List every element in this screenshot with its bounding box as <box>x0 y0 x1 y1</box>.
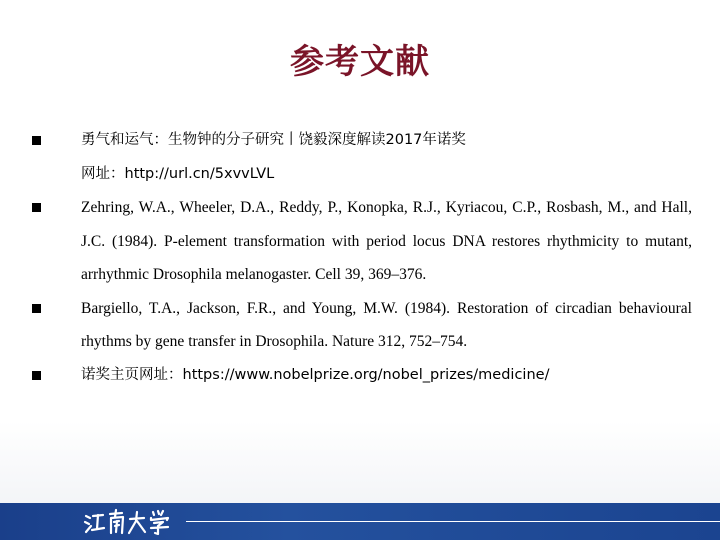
footer-bar <box>0 503 720 540</box>
reference-item-2 <box>32 191 692 292</box>
reference-1-line-2: 网址：http://url.cn/5xvvLVL <box>81 165 275 182</box>
square-bullet-icon <box>32 371 41 380</box>
reference-list <box>32 124 692 392</box>
square-bullet-icon <box>32 304 41 313</box>
university-logo-calligraphy <box>82 507 177 537</box>
reference-2-text: Zehring, W.A., Wheeler, D.A., Reddy, P., Konopka, R.J., Kyriacou, C.P., Rosbash, M., and Hall, J.C. (1984). P-element transformation with period locus DNA restores rhythmicity to mutant, arrhythmic Drosophila melanogaster. Cell 39, 369–376. <box>81 199 692 283</box>
reference-4-text: 诺奖主页网址：https://www.nobelprize.org/nobel_prizes/medicine/ <box>81 366 550 383</box>
reference-1-line-1: 勇气和运气：生物钟的分子研究丨饶毅深度解读2017年诺奖 <box>81 132 466 148</box>
square-bullet-icon <box>32 203 41 212</box>
reference-item-4 <box>32 359 692 393</box>
footer-divider-line <box>186 521 720 522</box>
reference-item-3 <box>32 292 692 359</box>
square-bullet-icon <box>32 136 41 145</box>
reference-3-text: Bargiello, T.A., Jackson, F.R., and Young, M.W. (1984). Restoration of circadian behavioural rhythms by gene transfer in Drosophila. Nature 312, 752–754. <box>81 299 692 350</box>
reference-item-1 <box>32 124 692 191</box>
slide-title: 参考文献 <box>290 42 430 82</box>
